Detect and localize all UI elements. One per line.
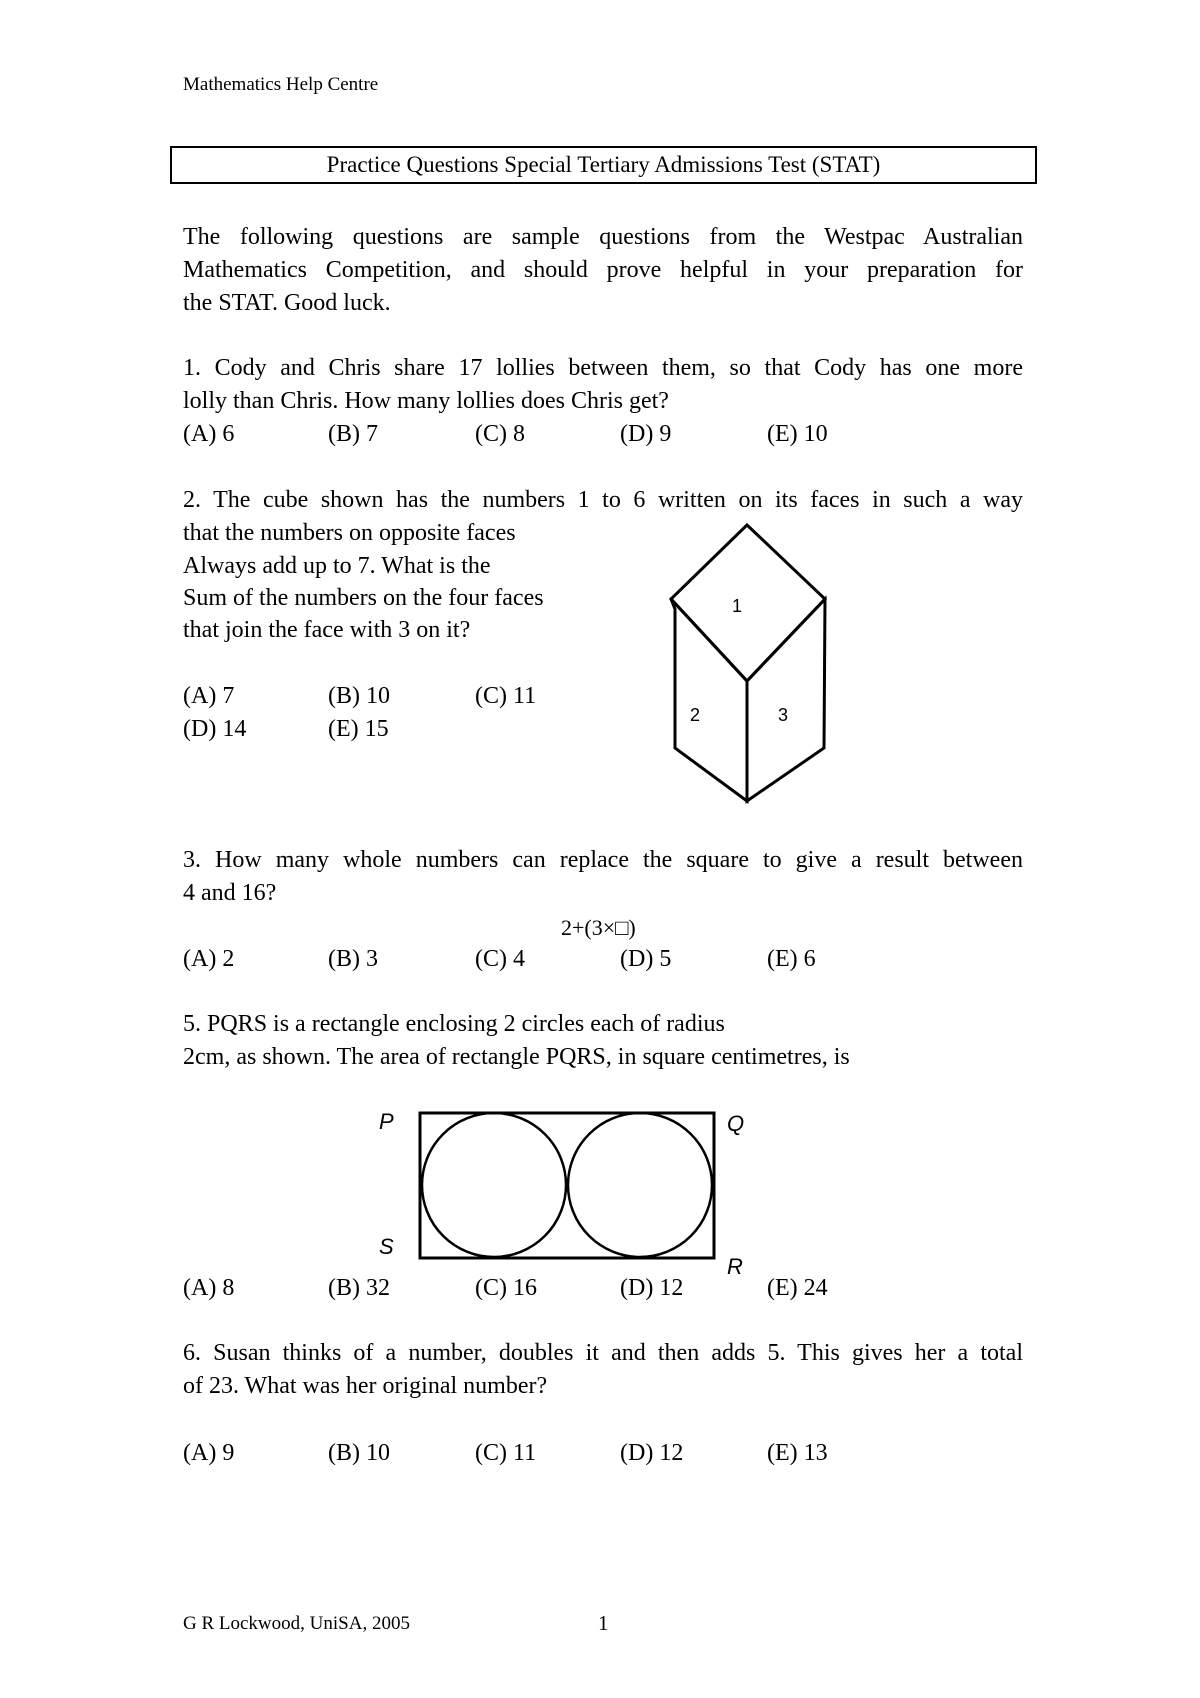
q5-option-e: (E) 24 bbox=[767, 1275, 828, 1301]
intro-line-3: the STAT. Good luck. bbox=[183, 290, 391, 316]
q1-option-d: (D) 9 bbox=[620, 421, 672, 447]
label-p: P bbox=[379, 1109, 394, 1134]
title-box bbox=[170, 146, 1037, 184]
q3-option-d: (D) 5 bbox=[620, 946, 672, 972]
page-title: Practice Questions Special Tertiary Admissions Test (STAT) bbox=[326, 152, 881, 177]
q2-option-e: (E) 15 bbox=[328, 716, 389, 742]
cube-right-label: 3 bbox=[778, 705, 789, 725]
q3-option-e: (E) 6 bbox=[767, 946, 816, 972]
q1-option-e: (E) 10 bbox=[767, 421, 828, 447]
q5-option-d: (D) 12 bbox=[620, 1275, 684, 1301]
q2-option-b: (B) 10 bbox=[328, 683, 390, 709]
cube-left-label: 2 bbox=[690, 705, 701, 725]
q2-line-5: that join the face with 3 on it? bbox=[183, 617, 471, 643]
rectangle-circles-figure bbox=[370, 1100, 770, 1280]
q3-option-a: (A) 2 bbox=[183, 946, 235, 972]
q1-line-2: lolly than Chris. How many lollies does Chris get? bbox=[183, 388, 669, 414]
q3-option-c: (C) 4 bbox=[475, 946, 525, 972]
q3-expression: 2+(3×□) bbox=[561, 915, 636, 940]
q1-option-b: (B) 7 bbox=[328, 421, 378, 447]
intro-line-2: Mathematics Competition, and should prove helpful in your preparation for bbox=[183, 257, 1023, 283]
q6-line-2: of 23. What was her original number? bbox=[183, 1373, 548, 1399]
q1-line-1: 1. Cody and Chris share 17 lollies between them, so that Cody has one more bbox=[183, 355, 1023, 381]
q2-line-1: 2. The cube shown has the numbers 1 to 6 written on its faces in such a way bbox=[183, 487, 1023, 513]
q6-option-e: (E) 13 bbox=[767, 1440, 828, 1466]
q3-line-1: 3. How many whole numbers can replace the square to give a result between bbox=[183, 847, 1023, 873]
cube-left-face bbox=[671, 599, 747, 801]
q2-option-c: (C) 11 bbox=[475, 683, 537, 709]
right-circle bbox=[568, 1113, 712, 1257]
left-circle bbox=[422, 1113, 566, 1257]
q5-option-c: (C) 16 bbox=[475, 1275, 537, 1301]
q6-option-d: (D) 12 bbox=[620, 1440, 684, 1466]
label-s: S bbox=[379, 1234, 394, 1259]
q6-option-a: (A) 9 bbox=[183, 1440, 235, 1466]
q6-option-c: (C) 11 bbox=[475, 1440, 537, 1466]
q5-line-2: 2cm, as shown. The area of rectangle PQRS, in square centimetres, is bbox=[183, 1044, 850, 1070]
q1-option-c: (C) 8 bbox=[475, 421, 525, 447]
cube-figure bbox=[660, 515, 835, 815]
cube-top-label: 1 bbox=[732, 596, 743, 616]
q2-line-4: Sum of the numbers on the four faces bbox=[183, 585, 544, 611]
q6-option-b: (B) 10 bbox=[328, 1440, 390, 1466]
q5-option-a: (A) 8 bbox=[183, 1275, 235, 1301]
cube-right-face bbox=[747, 599, 825, 801]
q3-line-2: 4 and 16? bbox=[183, 880, 277, 906]
label-q: Q bbox=[727, 1111, 745, 1136]
q1-option-a: (A) 6 bbox=[183, 421, 235, 447]
page-number: 1 bbox=[598, 1611, 609, 1635]
q2-line-2: that the numbers on opposite faces bbox=[183, 520, 516, 546]
q3-option-b: (B) 3 bbox=[328, 946, 378, 972]
cube-top-face bbox=[671, 525, 825, 681]
intro-line-1: The following questions are sample questions from the Westpac Australian bbox=[183, 224, 1023, 250]
label-r: R bbox=[727, 1254, 743, 1279]
footer-author: G R Lockwood, UniSA, 2005 bbox=[183, 1613, 410, 1634]
q5-line-1: 5. PQRS is a rectangle enclosing 2 circles each of radius bbox=[183, 1011, 725, 1037]
q2-option-d: (D) 14 bbox=[183, 716, 247, 742]
q6-line-1: 6. Susan thinks of a number, doubles it and then adds 5. This gives her a total bbox=[183, 1340, 1023, 1366]
page-header: Mathematics Help Centre bbox=[183, 74, 379, 95]
q2-line-3: Always add up to 7. What is the bbox=[183, 553, 491, 579]
q2-option-a: (A) 7 bbox=[183, 683, 235, 709]
q5-option-b: (B) 32 bbox=[328, 1275, 390, 1301]
